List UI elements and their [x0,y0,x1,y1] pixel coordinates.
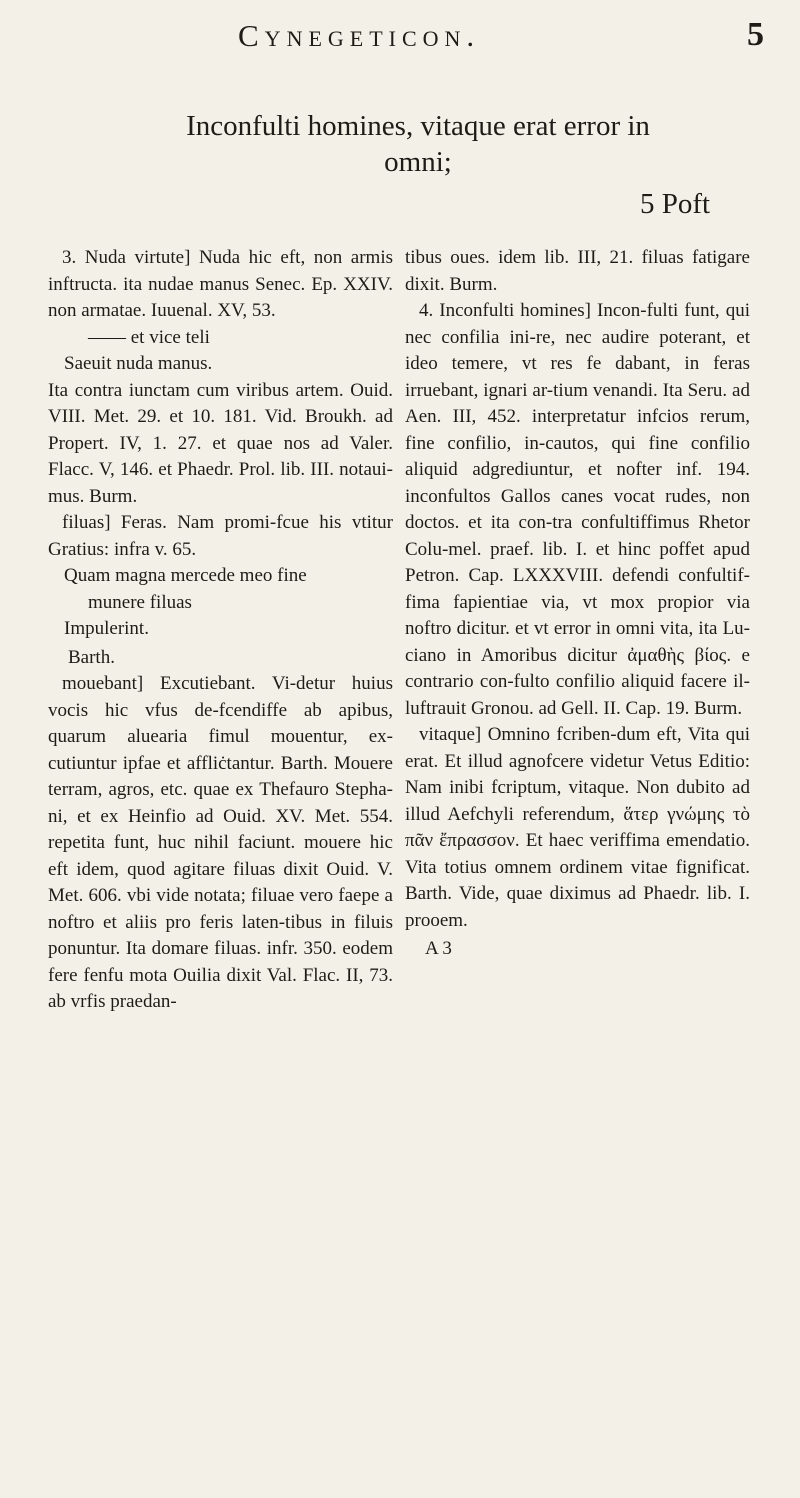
note-mouebant: mouebant] Excutiebant. Vi-detur huius vocis hic vfus de-fcendiffe ab apibus, quarum aluearia fimul mouentur, ex-cutiuntur ipfae et affliċtantur. Barth. Mouere terram, agros, etc. quae ex Thefauro Stepha-ni, et ex Heinfio ad Ouid. XV. Met. 554. repetita funt, huc nihil faciunt. mouere hic eft idem, quod agitare filuas dixit Ouid. V. Met. 606. vbi vide notata; filuae vero faepe a noftro et aliis pro feris laten-tibus in filuis ponuntur. Ita domare filuas. infr. 350. eodem fere fenfu mota Ouilia dixit Val. Flac. II, 73. ab vrfis praedan- [48,673,393,1012]
page-number: 5 [747,16,764,53]
quotation-line: —— et vice teli [88,326,210,348]
quotation-line: munere filuas [88,591,192,613]
signature-mark: A 3 [425,938,452,959]
running-title: Cynegeticon. [238,18,481,53]
quotation-line: Saeuit nuda manus. [64,353,213,374]
note-paragraph: Ita contra iunctam cum viribus artem. Ouid. VIII. Met. 29. et 10. 181. Vid. Broukh. ad Propert. IV, 1. 27. et quae nos ad Valer. Flacc. V, 146. et Phaedr. Prol. lib. III. notaui-mus. Burm. [48,379,393,507]
verse-line-2: omni; [384,146,452,178]
verse-line [68,108,768,180]
note-continuation: tibus oues. idem lib. III, 21. filuas fatigare dixit. Burm. [405,247,750,295]
author-signature: Barth. [68,646,115,668]
commentary-right-column [405,245,750,963]
quotation-line: Impulerint. [64,618,149,639]
running-head [0,14,800,64]
note-4-inconfulti-homines: 4. Inconfulti homines] Incon-fulti funt, qui nec confilia ini-re, nec audire poterant, et ideo temere, vt res fe dabant, in feras irruebant, ignari ar-tium venandi. Ita Seru. ad Aen. III, 452. interpretatur infcios rerum, fine confilio, in-cautos, qui fine confilio aliquid adgrediuntur, et nofter inf. 194. inconfultos Gallos canes vocat rudes, non doctos. et ita con-tra confultiffimus Rhetor Colu-mel. praef. lib. I. et hinc poffet apud Petron. Cap. LXXXVIII. defendi confultif-fima fapientiae via, vt mox propior via noftro dicitur. et vt error in omni vita, ita Lu-ciano in Amoribus dicitur ἀμαθὴς βίος. e contrario con-fulto confilio aliquid facere il-luftrauit Gronou. ad Gell. II. Cap. 19. Burm. [405,300,750,719]
note-vitaque: vitaque] Omnino fcriben-dum eft, Vita qui erat. Et illud agnofcere videtur Vetus Editio: Nam inibi fcriptum, vitaque. Non dubito ad illud Aefchyli referendum, ἅτερ γνώμης τὸ πᾶν ἔπρασσον. Et haec veriffima emendatio. Vita totius omnem ordinem vitae fignificat. Barth. Vide, quae diximus ad Phaedr. lib. I. prooem. [405,724,750,931]
note-filuas: filuas] Feras. Nam promi-fcue his vtitur Gratius: infra v. 65. [48,512,393,560]
quotation-line: Quam magna mercede meo fine [64,565,307,586]
catchword: 5 Poft [640,188,711,220]
verse-line-1: Inconfulti homines, vitaque erat error in [186,110,650,142]
commentary-left-column [48,245,393,1016]
note-3-nuda-virtute: 3. Nuda virtute] Nuda hic eft, non armis inftructa. ita nudae manus Senec. Ep. XXIV. non armatae. Iuuenal. XV, 53. [48,247,393,321]
